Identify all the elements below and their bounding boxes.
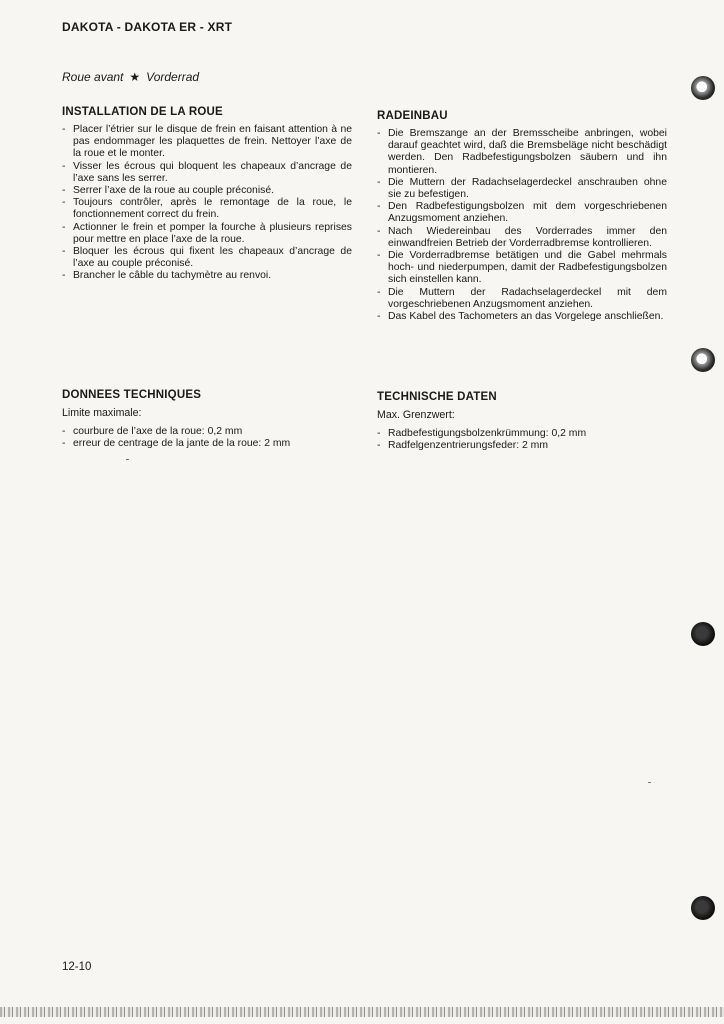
star-icon: ★ (129, 70, 141, 84)
list-item: - Die Muttern der Radachselagerdeckel anschrauben ohne sie zu befestigen. (377, 177, 667, 201)
page-number: 12-10 (62, 961, 92, 973)
tech-data-fr-lead: Limite maximale: (62, 407, 142, 419)
list-item: - Brancher le câble du tachymètre au renvoi. (62, 270, 352, 282)
page-header: DAKOTA - DAKOTA ER - XRT (62, 20, 233, 34)
tech-data-de-section (377, 391, 667, 452)
installation-fr-section (62, 106, 352, 283)
punch-hole-icon (691, 896, 715, 920)
list-item: - Bloquer les écrous qui fixent les chapeaux d’ancrage de l’axe au couple préconisé. (62, 246, 352, 270)
scan-speck (126, 459, 129, 460)
list-item: - Die Muttern der Radachselagerdeckel mit dem vorgeschriebenen Anzugsmoment anziehen. (377, 287, 667, 311)
installation-de-list (377, 128, 667, 323)
list-item: - Actionner le frein et pomper la fourche à plusieurs reprises pour mettre en place l’axe de la roue. (62, 222, 352, 246)
subtitle-german: Vorderrad (146, 70, 200, 84)
list-item: - courbure de l’axe de la roue: 0,2 mm (62, 426, 352, 438)
list-item: - Visser les écrous qui bloquent les chapeaux d’ancrage de l’axe sans les serrer. (62, 161, 352, 185)
scan-edge-strip (0, 1007, 724, 1017)
list-item: - Placer l’étrier sur le disque de frein en faisant attention à ne pas endommager les plaquettes de frein. Nettoyer l’axe de la roue et le monter. (62, 124, 352, 161)
installation-fr-list (62, 124, 352, 283)
tech-data-de-list (377, 428, 667, 452)
tech-data-fr-list (62, 426, 352, 450)
scan-speck (648, 782, 651, 783)
list-item: - Nach Wiedereinbau des Vorderrades immer den einwandfreien Betrieb der Vorderradbremse kontrollieren. (377, 226, 667, 250)
tech-data-fr-title: DONNEES TECHNIQUES (62, 389, 202, 401)
subtitle-french: Roue avant (62, 70, 124, 84)
punch-hole-icon (691, 76, 715, 100)
list-item: - Radfelgenzentrierungsfeder: 2 mm (377, 440, 667, 452)
punch-hole-icon (691, 348, 715, 372)
list-item: - Die Vorderradbremse betätigen und die Gabel mehrmals hoch- und niederpumpen, damit der Radbefestigungsbolzen sich einstellen kann. (377, 250, 667, 287)
installation-fr-title: INSTALLATION DE LA ROUE (62, 106, 223, 118)
tech-data-de-title: TECHNISCHE DATEN (377, 391, 497, 403)
list-item: - Radbefestigungsbolzenkrümmung: 0,2 mm (377, 428, 667, 440)
list-item: - Toujours contrôler, après le remontage de la roue, le fonctionnement correct du frein. (62, 197, 352, 221)
list-item: - Die Bremszange an der Bremsscheibe anbringen, wobei darauf geachtet wird, daß die Bremsbeläge nicht beschädigt werden. Den Radbefestigungsbolzen säubern und ihn montieren. (377, 128, 667, 177)
installation-de-title: RADEINBAU (377, 110, 448, 122)
list-item: - Serrer l’axe de la roue au couple préconisé. (62, 185, 352, 197)
list-item: - Das Kabel des Tachometers an das Vorgelege anschließen. (377, 311, 667, 323)
tech-data-fr-section (62, 389, 352, 450)
list-item: - erreur de centrage de la jante de la roue: 2 mm (62, 438, 352, 450)
punch-hole-icon (691, 622, 715, 646)
tech-data-de-lead: Max. Grenzwert: (377, 409, 455, 421)
installation-de-section (377, 110, 667, 323)
section-subtitle (62, 70, 199, 84)
list-item: - Den Radbefestigungsbolzen mit dem vorgeschriebenen Anzugsmoment anziehen. (377, 201, 667, 225)
